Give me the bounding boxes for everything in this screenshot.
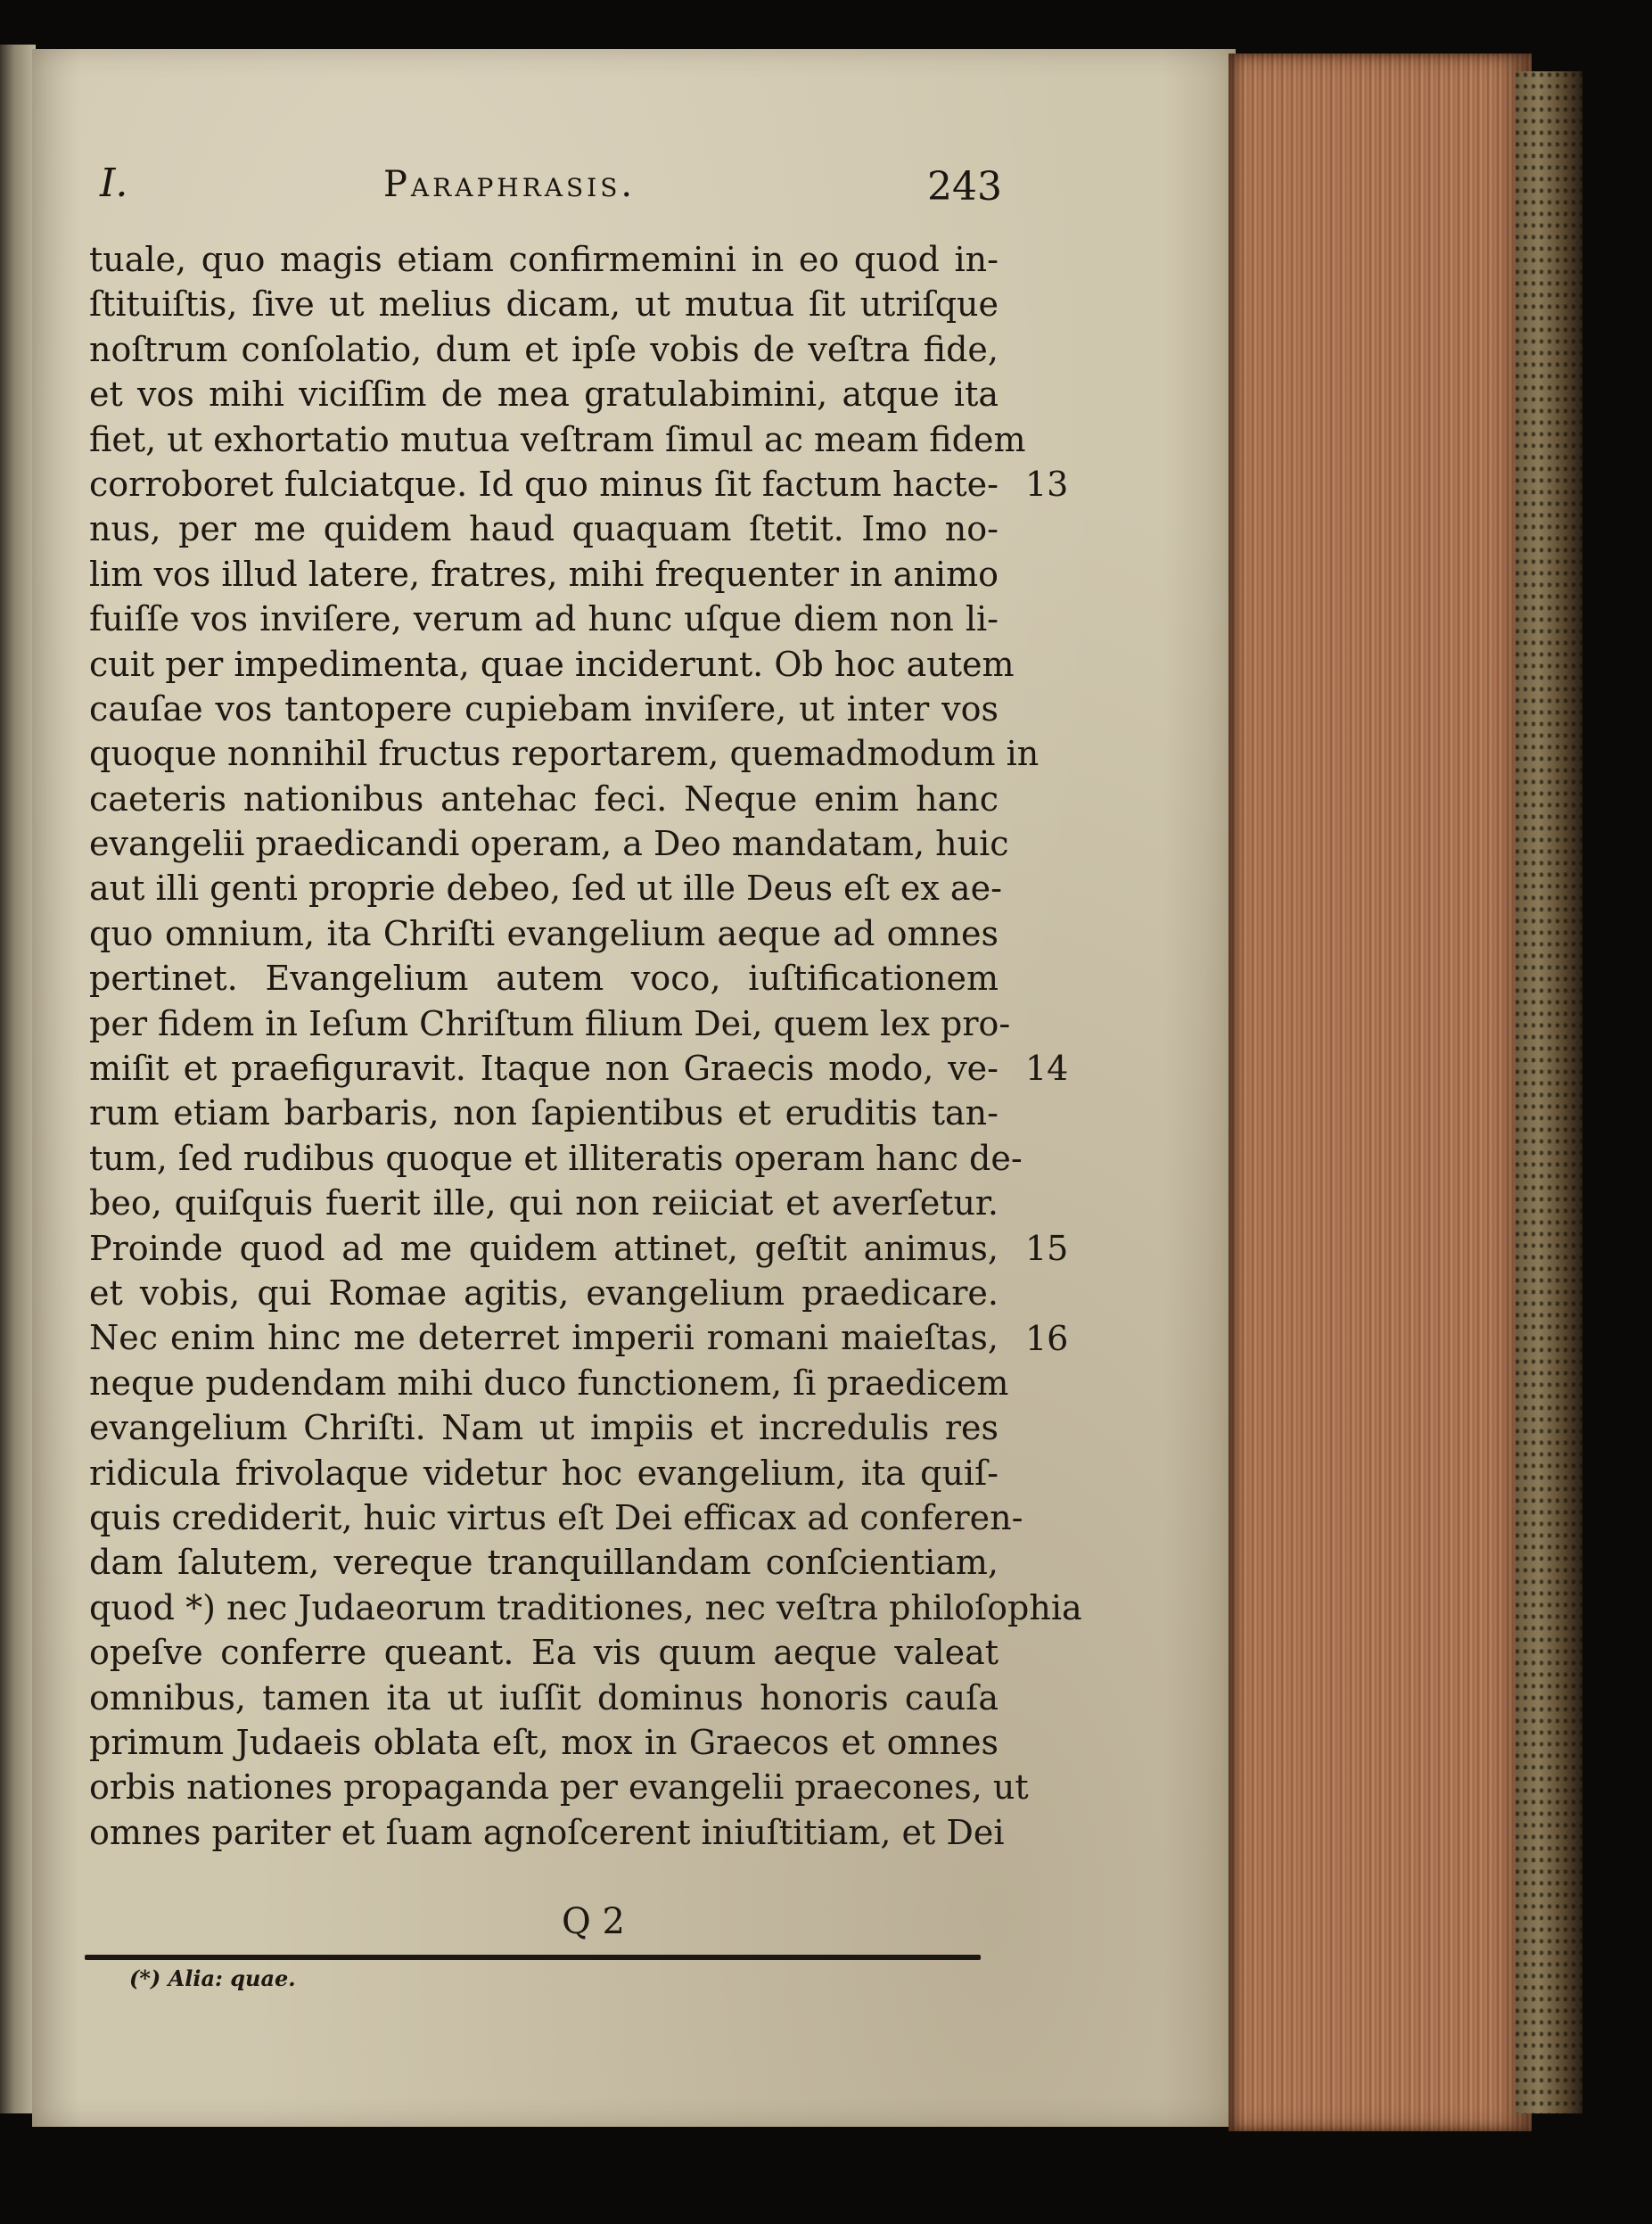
text-line: beo, quiſquis fuerit ille, qui non reiiciat et averſetur. xyxy=(89,1183,999,1223)
text-line: ridicula frivolaque videtur hoc evangelium, ita quiſ- xyxy=(89,1453,999,1493)
text-line: nus, per me quidem haud quaquam ſtetit. Imo no- xyxy=(89,509,999,549)
text-line: ſtituiſtis, ſive ut melius dicam, ut mutua ſit utriſque xyxy=(89,284,999,325)
verse-number: 13 xyxy=(1025,465,1069,504)
text-line: lim vos illud latere, fratres, mihi frequenter in animo xyxy=(89,554,999,594)
running-header xyxy=(89,161,1016,223)
text-line: Nec enim hinc me deterret imperii romani maieſtas, xyxy=(89,1318,999,1358)
page-number: 243 xyxy=(927,164,1002,210)
text-line: caeteris nationibus antehac feci. Neque enim hanc xyxy=(89,778,999,819)
text-line: fuiſſe vos inviſere, verum ad hunc uſque diem non li- xyxy=(89,599,999,639)
text-line: quo omnium, ita Chriſti evangelium aeque ad omnes xyxy=(89,913,999,953)
text-line: rum etiam barbaris, non ſapientibus et eruditis tan- xyxy=(89,1093,999,1133)
text-line: cauſae vos tantopere cupiebam inviſere, ut inter vos xyxy=(89,688,999,729)
text-line: corroboret fulciatque. Id quo minus ſit factum hacte- xyxy=(89,464,999,504)
page-block-edges xyxy=(1229,54,1532,2131)
text-line: quoque nonnihil fructus reportarem, quemadmodum in xyxy=(89,734,1040,774)
text-line: Proinde quod ad me quidem attinet, geſtit animus, xyxy=(89,1228,999,1268)
text-line: quod *) nec Judaeorum traditiones, nec veſtra philoſophia xyxy=(89,1587,1082,1627)
text-line: fiet, ut exhortatio mutua veſtram ſimul ac meam fidem xyxy=(89,419,1026,459)
footnote-rule xyxy=(85,1955,981,1960)
text-line: neque pudendam mihi duco functionem, ſi praedicem xyxy=(89,1363,1009,1403)
text-line: per fidem in Ieſum Chriſtum filium Dei, quem lex pro- xyxy=(89,1003,1011,1043)
text-line: primum Judaeis oblata eſt, mox in Graecos et omnes xyxy=(89,1722,999,1762)
text-line: tuale, quo magis etiam confirmemini in eo quod in- xyxy=(89,240,999,279)
book-cover-edge xyxy=(1516,71,1582,2113)
footnote: (*) Alia: quae. xyxy=(129,1965,296,1991)
text-line: omnibus, tamen ita ut iuſſit dominus honoris cauſa xyxy=(89,1677,999,1717)
left-page-edge xyxy=(0,45,36,2113)
signature-mark: Q 2 xyxy=(562,1901,625,1942)
text-line: opeſve conferre queant. Ea vis quum aeque valeat xyxy=(89,1633,999,1673)
text-line: et vos mihi viciſſim de mea gratulabimini, atque ita xyxy=(89,375,999,415)
text-line: orbis nationes propaganda per evangelii praecones, ut xyxy=(89,1767,1029,1808)
text-line: aut illi genti proprie debeo, ſed ut ille Deus eſt ex ae- xyxy=(89,869,1002,909)
chapter-number: I. xyxy=(100,161,128,206)
text-line: omnes pariter et ſuam agnoſcerent iniuſtitiam, et Dei xyxy=(89,1812,1005,1852)
verse-number: 14 xyxy=(1025,1049,1069,1089)
running-title: Paraphrasis. xyxy=(383,164,637,205)
text-line: noſtrum conſolatio, dum et ipſe vobis de veſtra fide, xyxy=(89,329,999,369)
text-line: miſit et praefiguravit. Itaque non Graecis modo, ve- xyxy=(89,1049,999,1089)
verse-number: 15 xyxy=(1025,1228,1069,1268)
text-line: quis crediderit, huic virtus eſt Dei efficax ad conferen- xyxy=(89,1497,1023,1537)
verse-number: 16 xyxy=(1025,1318,1069,1358)
text-line: dam ſalutem, vereque tranquillandam conſcientiam, xyxy=(89,1543,999,1583)
text-line: pertinet. Evangelium autem voco, iuſtificationem xyxy=(89,959,999,999)
text-line: cuit per impedimenta, quae inciderunt. Ob hoc autem xyxy=(89,644,1015,684)
text-line: evangelii praedicandi operam, a Deo mandatam, huic xyxy=(89,824,1009,864)
text-line: evangelium Chriſti. Nam ut impiis et incredulis res xyxy=(89,1408,999,1448)
body-text xyxy=(89,237,1082,1855)
text-line: tum, ſed rudibus quoque et illiteratis operam hanc de- xyxy=(89,1138,1023,1178)
text-line: et vobis, qui Romae agitis, evangelium praedicare. xyxy=(89,1273,999,1313)
